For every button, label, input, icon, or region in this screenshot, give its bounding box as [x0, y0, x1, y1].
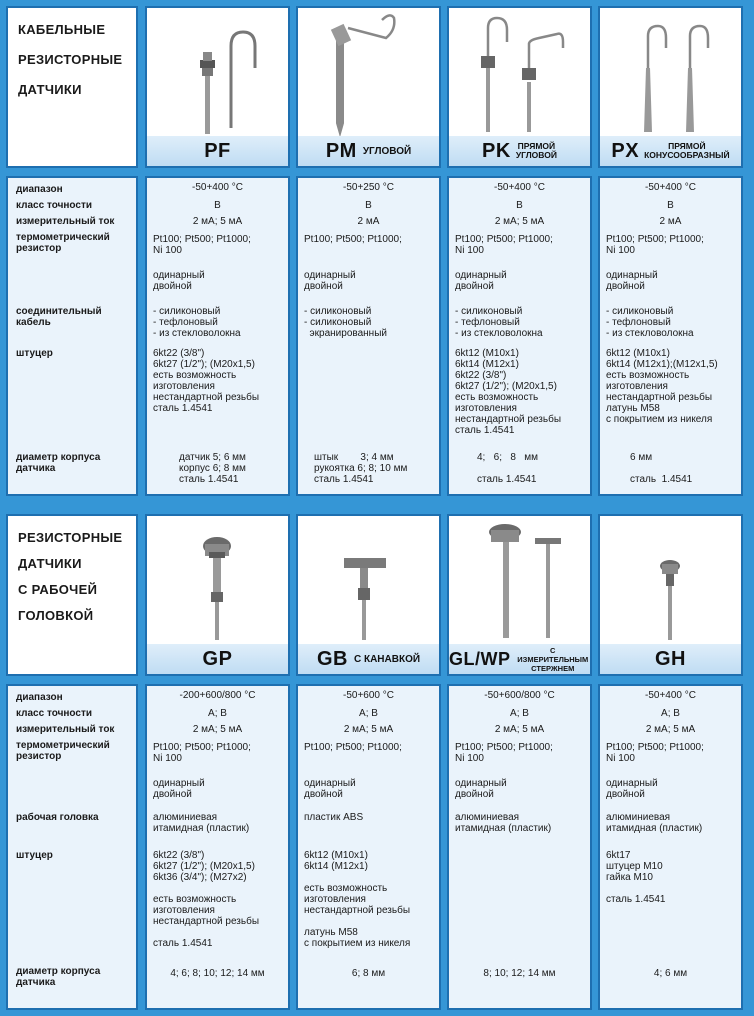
section-title-line: ДАТЧИКИ — [18, 556, 82, 571]
value-range: -200+600/800 °C — [179, 690, 256, 701]
value-range: -50+400 °C — [192, 182, 243, 193]
value-resistor: Pt100; Pt500; Pt1000; Ni 100 — [455, 742, 553, 764]
value-current: 2 мА; 5 мА — [192, 216, 243, 227]
section-title-line: С РАБОЧЕЙ — [18, 582, 98, 597]
spec-column-gh — [598, 684, 743, 1010]
spec-labels-column — [6, 176, 138, 496]
product-card-glwp — [447, 514, 592, 676]
value-head: алюминиевая итамидная (пластик) — [153, 812, 250, 834]
section-title — [6, 6, 138, 168]
value-diameter: 8; 10; 12; 14 мм — [483, 968, 556, 979]
value-diameter: 6 мм сталь 1.4541 — [630, 452, 693, 485]
value-diameter: 4; 6; 8 мм сталь 1.4541 — [477, 452, 538, 485]
product-code: PX — [611, 139, 640, 162]
px-sensor-image — [600, 8, 741, 136]
value-range: -50+400 °C — [645, 690, 696, 701]
value-range: -50+250 °C — [343, 182, 394, 193]
product-card-gh — [598, 514, 743, 676]
section-title-line: РЕЗИСТОРНЫЕ — [18, 52, 123, 67]
value-winding: одинарный двойной — [153, 778, 205, 800]
spec-column-gb — [296, 684, 441, 1010]
product-code: GB — [316, 647, 348, 670]
label-range: диапазон — [16, 692, 63, 703]
value-winding: одинарный двойной — [455, 778, 507, 800]
spec-column-gp — [145, 684, 290, 1010]
value-range: -50+600 °C — [343, 690, 394, 701]
label-head: рабочая головка — [16, 812, 99, 823]
value-winding: одинарный двойной — [153, 270, 205, 292]
value-fitting: 6kt22 (3/8") 6kt27 (1/2"); (M20x1,5) 6kt36 (3/4"); (M27x2) есть возможность изготовления нестандартной резьбы сталь 1.4541 — [153, 850, 260, 949]
label-current: измерительный ток — [16, 724, 115, 735]
product-card-pk — [447, 6, 592, 168]
product-code: GH — [655, 647, 686, 670]
value-range: -50+600/800 °C — [484, 690, 555, 701]
spec-column-glwp — [447, 684, 592, 1010]
value-resistor: Pt100; Pt500; Pt1000; Ni 100 — [606, 234, 704, 256]
product-label — [147, 136, 288, 166]
cable-sensors-spec-row — [6, 176, 748, 496]
value-current: 2 мА; 5 мА — [343, 724, 394, 735]
label-current: измерительный ток — [16, 216, 115, 227]
value-current: 2 мА — [357, 216, 380, 227]
spec-column-pm — [296, 176, 441, 496]
value-range: -50+400 °C — [645, 182, 696, 193]
value-fitting: 6kt22 (3/8") 6kt27 (1/2"); (M20x1,5) есть возможность изготовления нестандартной резьбы сталь 1.4541 — [153, 348, 260, 414]
value-fitting: 6kt12 (M10x1) 6kt14 (M12x1) есть возможность изготовления нестандартной резьбы латунь M58 с покрытием из никеля — [304, 850, 411, 949]
value-fitting: 6kt12 (M10x1) 6kt14 (M12x1) 6kt22 (3/8") 6kt27 (1/2"); (M20x1,5) есть возможность изготовления нестандартной резьбы сталь 1.4541 — [455, 348, 562, 436]
section-title-line: РЕЗИСТОРНЫЕ — [18, 530, 123, 545]
value-accuracy: B — [667, 200, 674, 211]
product-card-pm — [296, 6, 441, 168]
pf-sensor-image — [147, 8, 288, 136]
value-resistor: Pt100; Pt500; Pt1000; Ni 100 — [153, 742, 251, 764]
label-diameter: диаметр корпуса датчика — [16, 452, 101, 474]
value-head: пластик ABS — [304, 812, 364, 823]
product-subtitle: ПРЯМОЙ УГЛОВОЙ — [515, 141, 557, 160]
label-fitting: штуцер — [16, 348, 53, 359]
cable-sensors-section — [6, 6, 748, 496]
product-label — [600, 136, 741, 166]
value-accuracy: A; B — [661, 708, 680, 719]
section-title — [6, 514, 138, 676]
section-title-line: ГОЛОВКОЙ — [18, 608, 94, 623]
label-cable: соединительный кабель — [16, 306, 102, 328]
spec-column-px — [598, 176, 743, 496]
value-accuracy: A; B — [208, 708, 227, 719]
product-code: PM — [325, 139, 357, 162]
pk-sensor-image — [449, 8, 590, 136]
value-accuracy: A; B — [359, 708, 378, 719]
value-fitting: 6kt17 штуцер M10 гайка M10 сталь 1.4541 — [606, 850, 666, 905]
label-diameter: диаметр корпуса датчика — [16, 966, 101, 988]
value-cable: - силиконовый - силиконовый экранированный — [304, 306, 387, 339]
value-resistor: Pt100; Pt500; Pt1000; — [304, 742, 402, 753]
value-cable: - силиконовый - тефлоновый - из стекловолокна — [455, 306, 543, 339]
value-winding: одинарный двойной — [606, 778, 658, 800]
gh-sensor-image — [600, 516, 741, 644]
value-winding: одинарный двойной — [455, 270, 507, 292]
product-label — [147, 644, 288, 674]
product-subtitle: УГЛОВОЙ — [362, 145, 412, 157]
product-code: PF — [204, 139, 231, 162]
product-subtitle: С ИЗМЕРИТЕЛЬНЫМ СТЕРЖНЕМ — [517, 645, 589, 673]
value-diameter: 4; 6 мм — [653, 968, 688, 979]
product-label — [449, 644, 590, 674]
value-resistor: Pt100; Pt500; Pt1000; Ni 100 — [153, 234, 251, 256]
gp-sensor-image — [147, 516, 288, 644]
product-subtitle: ПРЯМОЙ КОНУСООБРАЗНЫЙ — [644, 141, 730, 160]
head-sensors-section — [6, 514, 748, 1010]
value-diameter: 6; 8 мм — [351, 968, 386, 979]
value-resistor: Pt100; Pt500; Pt1000; Ni 100 — [606, 742, 704, 764]
product-card-px — [598, 6, 743, 168]
product-label — [298, 136, 439, 166]
value-cable: - силиконовый - тефлоновый - из стекловолокна — [606, 306, 694, 339]
value-head: алюминиевая итамидная (пластик) — [455, 812, 552, 834]
spec-labels-column — [6, 684, 138, 1010]
cable-sensors-header-row — [6, 6, 748, 168]
product-card-gb — [296, 514, 441, 676]
label-fitting: штуцер — [16, 850, 53, 861]
value-current: 2 мА — [659, 216, 682, 227]
section-title-line: ДАТЧИКИ — [18, 82, 82, 97]
head-sensors-spec-row — [6, 684, 748, 1010]
value-range: -50+400 °C — [494, 182, 545, 193]
pm-sensor-image — [298, 8, 439, 136]
product-label — [449, 136, 590, 166]
label-range: диапазон — [16, 184, 63, 195]
product-label — [298, 644, 439, 674]
value-accuracy: B — [214, 200, 221, 211]
value-diameter: датчик 5; 6 мм корпус 6; 8 мм сталь 1.4541 — [179, 452, 246, 485]
product-card-gp — [145, 514, 290, 676]
value-current: 2 мА; 5 мА — [192, 724, 243, 735]
value-current: 2 мА; 5 мА — [645, 724, 696, 735]
value-accuracy: B — [365, 200, 372, 211]
value-resistor: Pt100; Pt500; Pt1000; — [304, 234, 402, 245]
section-title-line: КАБЕЛЬНЫЕ — [18, 22, 106, 37]
label-resistor: термометрический резистор — [16, 740, 110, 762]
product-subtitle: С КАНАВКОЙ — [353, 653, 421, 665]
value-winding: одинарный двойной — [304, 778, 356, 800]
value-resistor: Pt100; Pt500; Pt1000; Ni 100 — [455, 234, 553, 256]
value-winding: одинарный двойной — [606, 270, 658, 292]
value-current: 2 мА; 5 мА — [494, 724, 545, 735]
spec-column-pk — [447, 176, 592, 496]
label-accuracy: класс точности — [16, 708, 92, 719]
product-code: PK — [482, 139, 511, 162]
glwp-sensor-image — [449, 516, 590, 644]
value-cable: - силиконовый - тефлоновый - из стекловолокна — [153, 306, 241, 339]
product-code: GL/WP — [449, 648, 511, 669]
value-diameter: 4; 6; 8; 10; 12; 14 мм — [170, 968, 265, 979]
label-resistor: термометрический резистор — [16, 232, 110, 254]
label-accuracy: класс точности — [16, 200, 92, 211]
value-winding: одинарный двойной — [304, 270, 356, 292]
value-current: 2 мА; 5 мА — [494, 216, 545, 227]
spec-column-pf — [145, 176, 290, 496]
value-accuracy: B — [516, 200, 523, 211]
product-code: GP — [202, 647, 233, 670]
gb-sensor-image — [298, 516, 439, 644]
product-label — [600, 644, 741, 674]
value-diameter: штык 3; 4 мм рукоятка 6; 8; 10 мм сталь 1.4541 — [314, 452, 408, 485]
product-card-pf — [145, 6, 290, 168]
value-fitting: 6kt12 (M10x1) 6kt14 (M12x1);(M12x1,5) есть возможность изготовления нестандартной резьбы латунь M58 с покрытием из никеля — [606, 348, 718, 425]
value-head: алюминиевая итамидная (пластик) — [606, 812, 703, 834]
head-sensors-header-row — [6, 514, 748, 676]
value-accuracy: A; B — [510, 708, 529, 719]
